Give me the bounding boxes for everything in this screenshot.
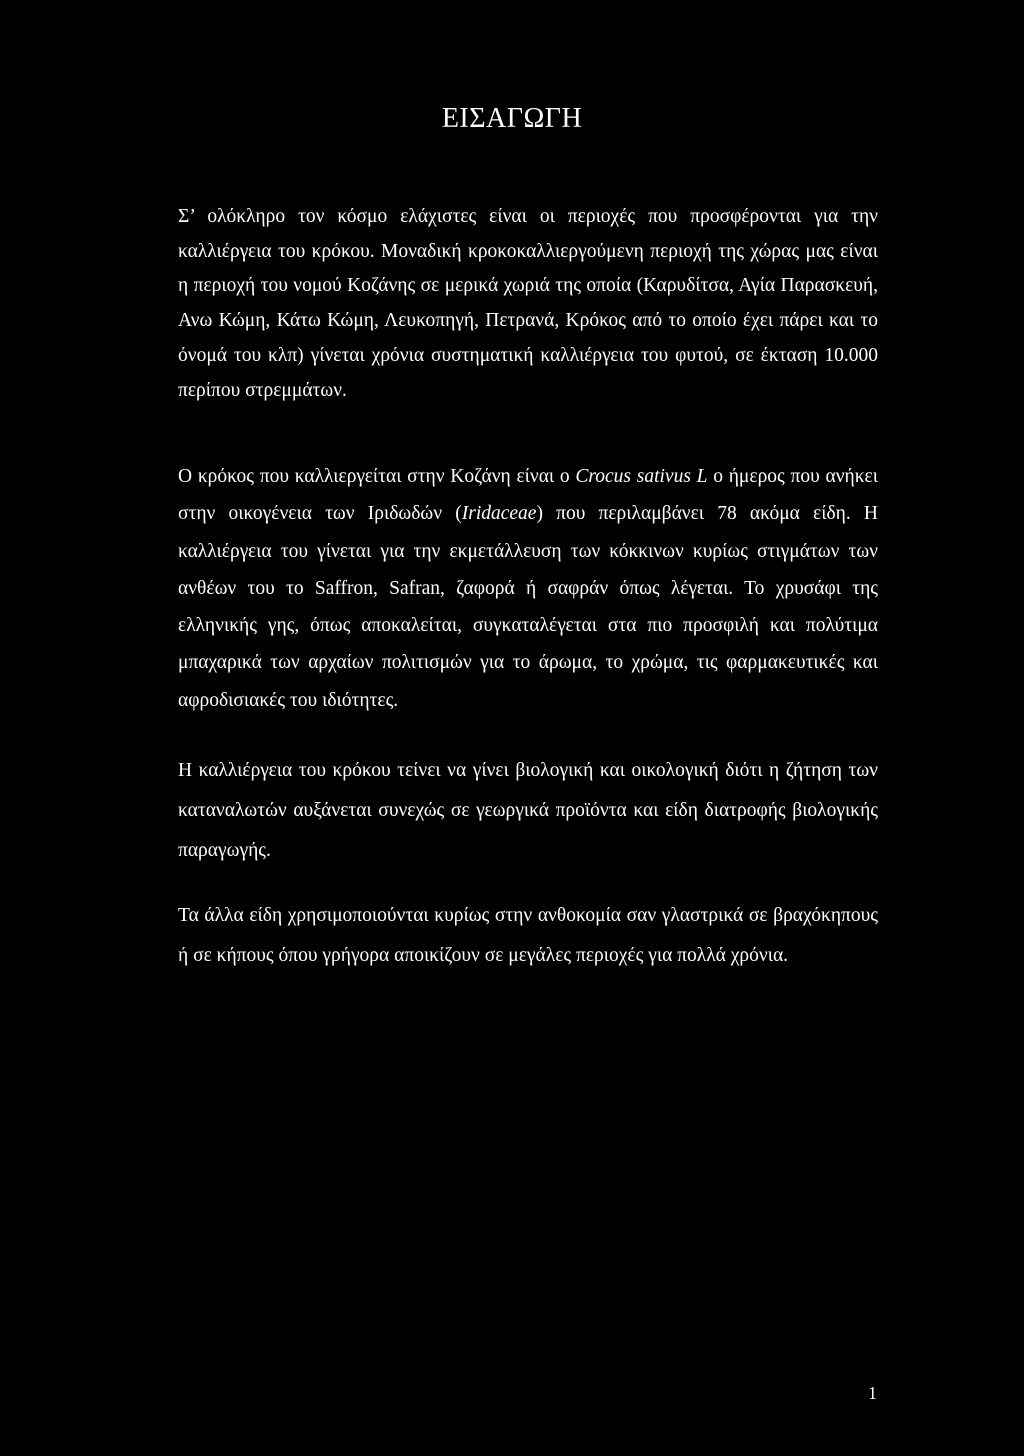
paragraph-crocus-text-c: ) που περιλαμβάνει 78 ακόμα είδη. Η καλλιέργεια του γίνεται για την εκμετάλλευση των κόκκινων κυρίως στιγμάτων των ανθέων του το Saffron, Safran, ζαφορά ή σαφράν όπως λέγεται. Το χρυσάφι της ελληνικής γης, όπως αποκαλείται, συγκαταλέγεται στα πιο προσφιλή και πολύτιμα μπαχαρικά των αρχαίων πολιτισμών για το άρωμα, το χρώμα, τις φαρμακευτικές και αφροδισιακές του ιδιότητες.	[178, 503, 878, 711]
page-number: 1	[868, 1383, 877, 1403]
paragraph-crocus-text-a: Ο κρόκος που καλλιεργείται στην Κοζάνη είναι ο	[178, 466, 576, 487]
paragraph-intro: Σ’ ολόκληρο τον κόσμο ελάχιστες είναι οι περιοχές που προσφέρονται για την καλλιέργεια του κρόκου. Μοναδική κροκοκαλλιεργούμενη περιοχή της χώρας μας είναι η περιοχή του νομού Κοζάνης σε μερικά χωριά της οποία (Καρυδίτσα, Αγία Παρασκευή, Ανω Κώμη, Κάτω Κώμη, Λευκοπηγή, Πετρανά, Κρόκος από το οποίο έχει πάρει και το όνομά του κλπ) γίνεται χρόνια συστηματική καλλιέργεια του φυτού, σε έκταση 10.000 περίπου στρεμμάτων.	[178, 206, 878, 401]
paragraph-crocus-description	[178, 458, 878, 719]
paragraph-crocus-text-b: ο ήμερος που ανήκει στην οικογένεια των Ιριδωδών (	[178, 466, 878, 525]
paragraph-organic-cultivation: Η καλλιέργεια του κρόκου τείνει να γίνει βιολογική και οικολογική διότι η ζήτηση των καταναλωτών αυξάνεται συνεχώς σε γεωργικά προϊόντα και είδη διατροφής βιολογικής παραγωγής.	[178, 760, 878, 861]
family-name: Iridaceae	[461, 503, 537, 525]
page-title: ΕΙΣΑΓΩΓΗ	[441, 103, 583, 134]
paragraph-other-species: Τα άλλα είδη χρησιμοποιούνται κυρίως στην ανθοκομία σαν γλαστρικά σε βραχόκηπους ή σε κήπους όπου γρήγορα αποικίζουν σε μεγάλες περιοχές για πολλά χρόνια.	[178, 905, 878, 966]
species-name: Crocus sativus L	[575, 466, 708, 487]
